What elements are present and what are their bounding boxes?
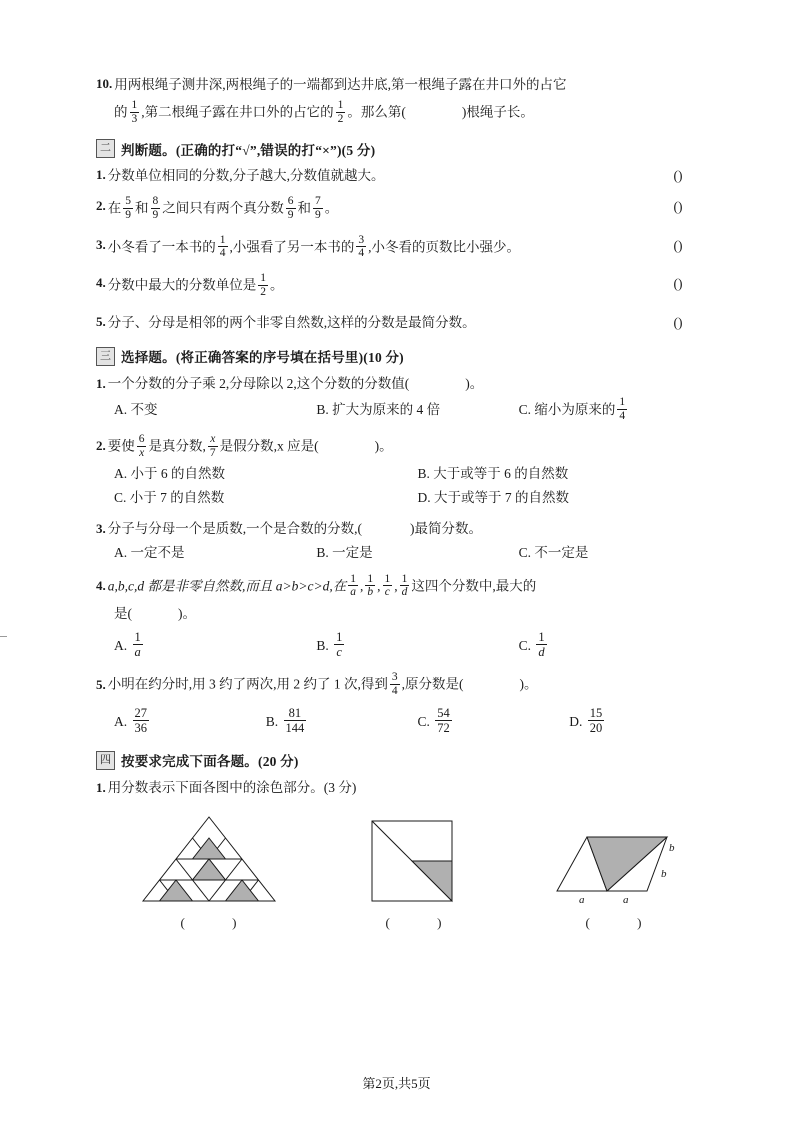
section-4-title: 按要求完成下面各题。	[121, 754, 258, 769]
choice-4-number: 4.	[96, 577, 106, 593]
page-footer: 第2页,共5页	[362, 1076, 431, 1091]
parallelogram-icon	[549, 813, 679, 905]
choice-2-option-c[interactable]: C. 小于 7 的自然数	[114, 489, 225, 505]
section-3-header	[96, 346, 721, 366]
choice-question-1: 1. 一个分数的分子乘 2,分母除以 2,这个分数的分数值( )。	[96, 376, 484, 391]
judge-3-fraction-2: $\frac{3}{4}$	[358, 233, 365, 260]
choice-question-3: 3. 分子与分母一个是质数,一个是合数的分数,( )最简分数。	[96, 520, 482, 536]
choice-2-options-row2	[114, 487, 721, 509]
judge-2-fraction-1: $\frac{5}{9}$	[125, 194, 131, 221]
choice-2-option-b[interactable]: B. 大于或等于 6 的自然数	[417, 465, 569, 481]
choice-3-number: 3.	[96, 520, 106, 536]
choice-3-options	[114, 542, 721, 564]
section-2-badge: 二	[96, 139, 115, 158]
q10-text-b: ,第二根绳子露在井口外的占它的	[141, 104, 334, 120]
judge-item-3	[96, 235, 721, 262]
question-10	[96, 74, 721, 96]
question-10-line2	[114, 100, 721, 127]
section-3-title: 选择题。	[121, 350, 176, 365]
choice-1-option-c-fraction: $\frac{1}{4}$	[619, 396, 626, 422]
judge-2-fraction-4: $\frac{7}{9}$	[315, 194, 321, 221]
choice-2-option-d[interactable]: D. 大于或等于 7 的自然数	[417, 489, 569, 505]
figure-3-label-b1: b	[668, 842, 674, 854]
choice-4-options	[114, 631, 721, 660]
choice-5-option-b[interactable]: B. $\frac{81}{144}$	[265, 706, 305, 735]
q10-fraction-2: $\frac{1}{2}$	[337, 99, 344, 125]
section-2-header	[96, 139, 721, 159]
choice-4-option-b[interactable]: B. $\frac{1}{c}$	[316, 630, 343, 660]
choice-5-option-a-fraction: $\frac{27}{36}$	[134, 706, 147, 735]
choice-5-options	[114, 707, 721, 736]
judge-1-number: 1.	[96, 166, 106, 182]
choice-4-fraction-b: $\frac{1}{b}$	[367, 572, 374, 599]
shaded-figures	[96, 813, 721, 931]
question-10-line1: 用两根绳子测井深,两根绳子的一端都到达井底,第一根绳子露在井口外的占它	[114, 77, 567, 92]
section-4-subtitle: (20 分)	[258, 754, 299, 769]
section-3-subtitle: (将正确答案的序号填在括号里)(10 分)	[175, 350, 404, 365]
choice-5-option-d-fraction: $\frac{15}{20}$	[589, 706, 603, 735]
choice-4-fraction-c: $\frac{1}{c}$	[384, 572, 391, 599]
figure-1-caption[interactable]: ( )	[180, 915, 259, 930]
judge-1-text: 分数单位相同的分数,分子越大,分数值就越大。	[107, 167, 385, 183]
choice-4-option-a-fraction: $\frac{1}{a}$	[134, 630, 141, 660]
section-4-question-1	[96, 776, 721, 799]
judge-4-text: 分数中最大的分数单位是 $\frac{1}{2}$ 。	[107, 272, 284, 299]
judge-3-fraction-1: $\frac{1}{4}$	[219, 233, 226, 260]
judge-5-number: 5.	[96, 314, 106, 329]
choice-1-number: 1.	[96, 376, 106, 391]
judge-2-answer-box[interactable]: ()	[673, 198, 683, 214]
choice-1-option-b[interactable]: B. 扩大为原来的 4 倍	[316, 402, 441, 418]
choice-5-option-d[interactable]: D. $\frac{15}{20}$	[569, 706, 603, 735]
judge-2-text: 在 $\frac{5}{9}$ 和 $\frac{8}{9}$ 之间只有两个真分数 $\frac{6}{9}$ 和 $\frac{7}{9}$ 。	[107, 194, 339, 221]
judge-5-answer-box[interactable]: ()	[673, 315, 683, 330]
judge-item-1	[96, 165, 721, 187]
section-2-title: 判断题。	[121, 142, 176, 158]
choice-4-fraction-a: $\frac{1}{a}$	[350, 572, 356, 599]
judge-2-fraction-2: $\frac{8}{9}$	[152, 194, 159, 221]
judge-4-fraction-1: $\frac{1}{2}$	[260, 272, 266, 299]
margin-tick	[0, 636, 7, 637]
section-4-header	[96, 750, 721, 770]
section-3-badge: 三	[96, 347, 115, 366]
judge-2-number: 2.	[96, 197, 106, 213]
section-4-q1-number: 1.	[96, 780, 106, 795]
judge-4-number: 4.	[96, 275, 106, 291]
choice-4-option-c-fraction: $\frac{1}{d}$	[538, 630, 545, 660]
figure-3-label-b2: b	[660, 868, 666, 880]
choice-question-4: 4. a,b,c,d 都是非零自然数,而且 a>b>c>d,在 $\frac{1}{a}$ , $\frac{1}{b}$ , $\frac{1}{c}$ , $\frac{1}{d}$ 这四个分数中,最大的	[96, 572, 537, 599]
choice-1-option-a[interactable]: A. 不变	[114, 402, 158, 418]
choice-1-options	[114, 397, 721, 424]
choice-4-option-c[interactable]: C. $\frac{1}{d}$	[518, 630, 545, 660]
choice-5-fraction: $\frac{3}{4}$	[391, 671, 398, 698]
choice-4-stem-line2: 是( )。	[114, 606, 196, 622]
judge-item-5	[96, 312, 721, 334]
choice-4-option-a[interactable]: A. $\frac{1}{a}$	[114, 630, 141, 660]
question-10-number: 10.	[96, 76, 113, 91]
figure-3-label-a1: a	[578, 894, 584, 905]
choice-2-number: 2.	[96, 438, 106, 454]
q10-text-d: )根绳子长。	[461, 104, 534, 120]
judge-1-answer-box[interactable]: ()	[673, 167, 683, 183]
choice-2-option-a[interactable]: A. 小于 6 的自然数	[114, 465, 225, 481]
choice-3-option-b[interactable]: B. 一定是	[316, 544, 373, 560]
choice-1-stem: 一个分数的分子乘 2,分母除以 2,这个分数的分数值(	[107, 376, 410, 391]
judge-4-answer-box[interactable]: ()	[673, 276, 683, 292]
choice-5-option-b-fraction: $\frac{81}{144}$	[285, 706, 305, 735]
choice-3-option-c[interactable]: C. 不一定是	[518, 544, 589, 560]
choice-2-fraction-1: $\frac{6}{x}$	[138, 432, 145, 459]
figure-3-caption[interactable]: ( )	[585, 915, 664, 930]
judge-5-text: 分子、分母是相邻的两个非零自然数,这样的分数是最简分数。	[107, 315, 476, 330]
choice-4-fraction-d: $\frac{1}{d}$	[401, 572, 408, 599]
judge-3-number: 3.	[96, 236, 106, 252]
triangle-grid-icon	[139, 813, 279, 905]
choice-5-option-a[interactable]: A. $\frac{27}{36}$	[114, 706, 147, 735]
section-2-subtitle: (正确的打“√”,错误的打“×”)(5 分)	[175, 142, 376, 158]
choice-question-5: 5. 小明在约分时,用 3 约了两次,用 2 约了 1 次,得到 $\frac{3}{4}$ ,原分数是( )。	[96, 671, 538, 698]
judge-item-2	[96, 196, 721, 223]
choice-2-fraction-2: $\frac{x}{7}$	[209, 432, 216, 459]
choice-question-2: 2. 要使 $\frac{6}{x}$ 是真分数, $\frac{x}{7}$ 是假分数,x 应是( )。	[96, 432, 393, 459]
choice-2-options-row1	[114, 463, 721, 485]
section-4-badge: 四	[96, 751, 115, 770]
choice-5-option-c-fraction: $\frac{54}{72}$	[437, 706, 450, 735]
q10-fraction-1: $\frac{1}{3}$	[131, 99, 138, 125]
judge-2-fraction-3: $\frac{6}{9}$	[287, 194, 294, 221]
figure-2	[364, 813, 464, 931]
square-split-icon	[364, 813, 464, 905]
q10-text-c: 。那么第(	[347, 104, 406, 120]
choice-3-option-a[interactable]: A. 一定不是	[114, 544, 185, 560]
choice-5-number: 5.	[96, 676, 106, 692]
figure-3	[549, 813, 679, 931]
figure-3-label-a2: a	[622, 894, 628, 905]
choice-4-option-b-fraction: $\frac{1}{c}$	[336, 630, 343, 660]
section-4-q1-text: 用分数表示下面各图中的涂色部分。(3 分)	[107, 780, 357, 795]
judge-3-answer-box[interactable]: ()	[673, 237, 683, 253]
choice-1-option-c[interactable]: C. 缩小为原来的 $\frac{1}{4}$	[518, 396, 626, 422]
figure-2-caption[interactable]: ( )	[385, 915, 464, 930]
figure-1	[139, 813, 279, 931]
choice-5-option-c[interactable]: C. $\frac{54}{72}$	[417, 706, 450, 735]
judge-3-text: 小冬看了一本书的 $\frac{1}{4}$ ,小强看了另一本书的 $\frac{3}{4}$ ,小冬看的页数比小强少。	[107, 233, 520, 260]
judge-item-4	[96, 273, 721, 300]
q10-text-a: 的	[114, 104, 128, 120]
